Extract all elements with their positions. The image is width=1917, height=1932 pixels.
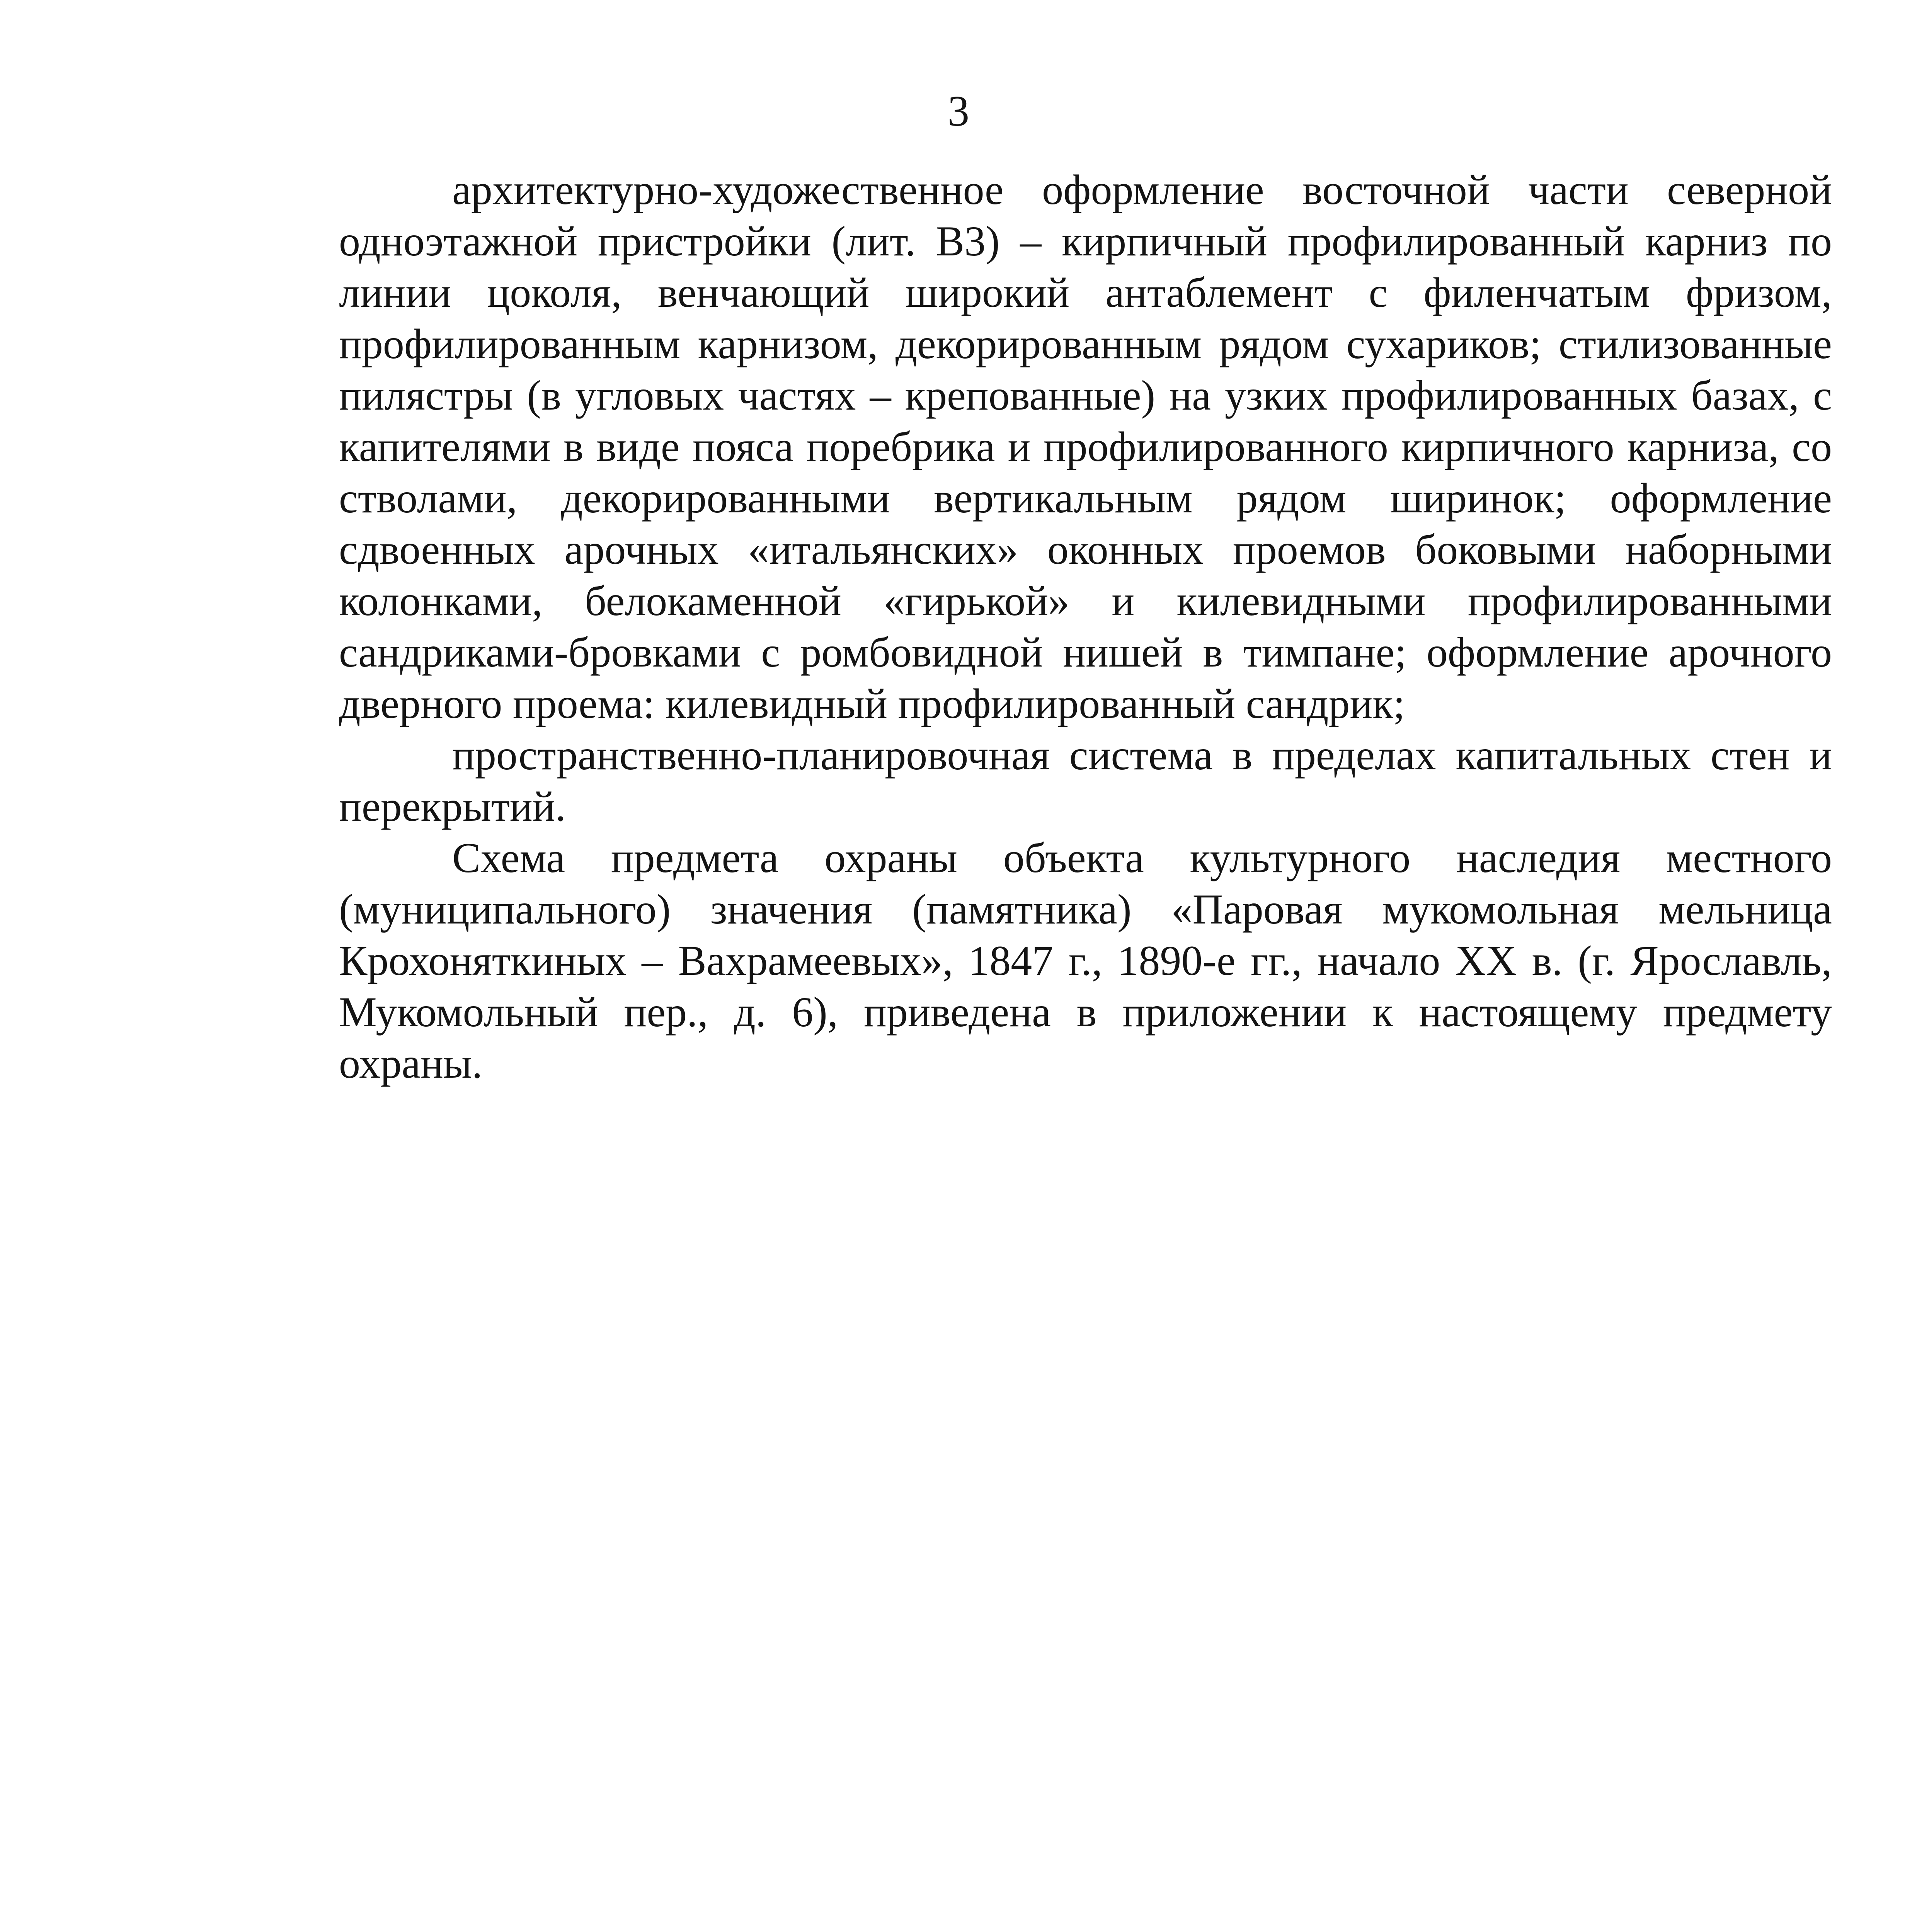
page-number: 3 xyxy=(948,87,969,135)
paragraph-planning-system: пространственно-планировочная система в пределах капитальных стен и перекрытий. xyxy=(339,731,1832,830)
paragraph-facade-decoration: архитектурно-художественное оформление восточной части северной одноэтажной пристройки (лит. В3) – кирпичный профилированный карниз по линии цоколя, венчающий широкий антаблемент с филенчатым фризом, профилированным карнизом, декорированным рядом сухариков; стилизованные пилястры (в угловых частях – крепованные) на узких профилированных базах, с капителями в виде пояса поребрика и профилированного кирпичного карниза, со стволами, декорированными вертикальным рядом ширинок; оформление сдвоенных арочных «итальянских» оконных проемов боковыми наборными колонками, белокаменной «гирькой» и килевидными профилированными сандриками-бровками с ромбовидной нишей в тимпане; оформление арочного дверного проема: килевидный профилированный сандрик; xyxy=(339,166,1832,727)
paragraph-protection-scheme: Схема предмета охраны объекта культурного наследия местного (муниципального) значения (памятника) «Паровая мукомольная мельница Крохоняткиных – Вахрамеевых», 1847 г., 1890-е гг., начало XX в. (г. Ярославль, Мукомольный пер., д. 6), приведена в приложении к настоящему предмету охраны. xyxy=(339,834,1832,1087)
document-body xyxy=(339,164,1832,1089)
